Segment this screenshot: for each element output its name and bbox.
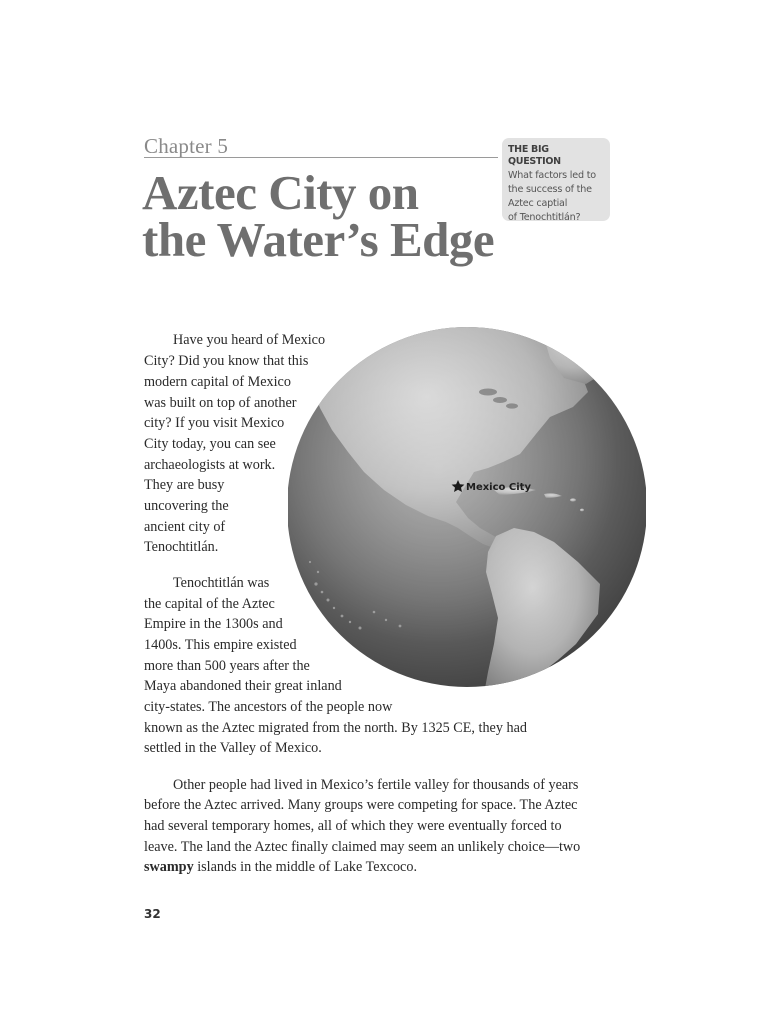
chapter-title-line-1: Aztec City on xyxy=(142,165,419,220)
paragraph-3-line: Other people had lived in Mexico’s fertile valley for thousands of years xyxy=(173,777,579,793)
paragraph-2-line: known as the Aztec migrated from the north. By 1325 CE, they had xyxy=(144,720,527,736)
paragraph-2-line: settled in the Valley of Mexico. xyxy=(144,740,322,756)
big-question-line: Aztec captial xyxy=(508,198,568,209)
paragraph-3-line: leave. The land the Aztec finally claimed may seem an unlikely choice—two xyxy=(144,839,581,855)
paragraph-2-line: more than 500 years after the xyxy=(144,658,310,674)
globe-map xyxy=(288,322,646,692)
big-question-line: of Tenochtitlán? xyxy=(508,212,581,223)
paragraph-1-line: City? Did you know that this xyxy=(144,353,309,369)
globe-illustration xyxy=(288,322,646,692)
paragraph-1-line: They are busy xyxy=(144,477,225,493)
paragraph-1-line: archaeologists at work. xyxy=(144,457,276,473)
paragraph-2-line: the capital of the Aztec xyxy=(144,596,275,612)
big-question-line: What factors led to xyxy=(508,170,596,181)
paragraph-1-line: modern capital of Mexico xyxy=(144,374,291,390)
paragraph-1-line: City today, you can see xyxy=(144,436,276,452)
chapter-label: Chapter 5 xyxy=(144,134,229,158)
paragraph-2-line: 1400s. This empire existed xyxy=(144,637,297,653)
paragraph-1-line: ancient city of xyxy=(144,519,226,535)
paragraph-1-line: uncovering the xyxy=(144,498,229,514)
paragraph-1-line: was built on top of another xyxy=(144,395,297,411)
paragraph-1-line: Tenochtitlán. xyxy=(144,539,219,555)
paragraph-3-line-rest: islands in the middle of Lake Texcoco. xyxy=(193,859,417,875)
paragraph-1-line: city? If you visit Mexico xyxy=(144,415,285,431)
paragraph-2-line: Empire in the 1300s and xyxy=(144,616,283,632)
big-question-box xyxy=(502,138,610,221)
paragraph-3-line: had several temporary homes, all of which they were eventually forced to xyxy=(144,818,562,834)
paragraph-2-line: Maya abandoned their great inland xyxy=(144,678,342,694)
globe-highlight xyxy=(288,327,646,687)
chapter-rule xyxy=(144,157,498,158)
paragraph-1-line: Have you heard of Mexico xyxy=(173,332,326,348)
big-question-text xyxy=(508,169,604,225)
vocabulary-word: swampy xyxy=(144,859,194,875)
paragraph-3-last-line xyxy=(144,860,417,874)
mexico-city-label: Mexico City xyxy=(466,482,531,493)
page-number: 32 xyxy=(144,907,161,921)
paragraph-2-line: city-states. The ancestors of the people now xyxy=(144,699,393,715)
big-question-line: the success of the xyxy=(508,184,592,195)
big-question-heading: THE BIG QUESTION xyxy=(508,144,561,167)
chapter-title-line-2: the Water’s Edge xyxy=(142,212,495,267)
paragraph-3-line: before the Aztec arrived. Many groups were competing for space. The Aztec xyxy=(144,797,578,813)
paragraph-2-line: Tenochtitlán was xyxy=(173,575,270,591)
